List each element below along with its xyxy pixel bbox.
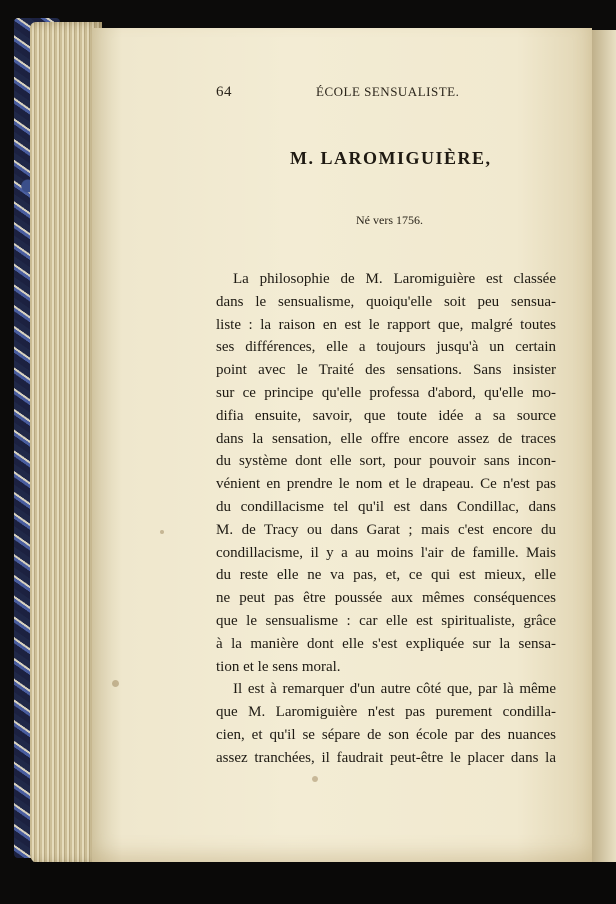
text-line: ses différences, elle a toujours jusqu'à un certain	[216, 339, 556, 356]
text-line: du condillacisme tel qu'il est dans Condillac, dans	[216, 498, 556, 515]
text-line: que le sensualisme : car elle est spiritualiste, grâce	[216, 612, 556, 629]
text-line: tion et le sens moral.	[216, 658, 341, 675]
chapter-heading: M. LAROMIGUIÈRE,	[290, 148, 492, 168]
ink-spot	[160, 530, 164, 534]
birth-note: Né vers 1756.	[356, 213, 423, 227]
text-line: dans le sensualisme, quoiqu'elle soit peu sensua-	[216, 293, 556, 310]
text-line: que M. Laromiguière n'est pas purement condilla-	[216, 704, 556, 721]
text-line: assez tranchées, il faudrait peut-être le placer dans la	[216, 749, 556, 766]
text-line: du système dont elle sort, pour pouvoir sans incon-	[216, 453, 556, 470]
text-line: à la manière dont elle s'est expliquée sur la sensa-	[216, 635, 556, 652]
text-line: ne peut pas être poussée aux mêmes conséquences	[216, 590, 556, 607]
bottom-shadow	[30, 862, 616, 904]
text-line: La philosophie de M. Laromiguière est classée	[233, 271, 556, 287]
text-line: point avec le Traité des sensations. Sans insister	[216, 362, 556, 379]
text-line: difia ensuite, savoir, que toute idée a sa source	[216, 407, 556, 424]
text-line: vénient en prendre le nom et le drapeau. Ce n'est pas	[216, 476, 556, 493]
text-line: condillacisme, il y a au moins l'air de famille. Mais	[216, 544, 556, 561]
text-line: liste : la raison en est le rapport que, malgré toutes	[216, 316, 556, 333]
page-number: 64	[216, 84, 232, 100]
ink-spot	[312, 776, 318, 782]
text-line: Il est à remarquer d'un autre côté que, par là même	[233, 681, 556, 698]
text-line: cien, et qu'il se sépare de son école par des nuances	[216, 726, 556, 743]
body-text	[216, 268, 556, 770]
facing-page-edge	[592, 30, 616, 864]
text-line: M. de Tracy ou dans Garat ; mais c'est encore du	[216, 521, 556, 538]
ink-spot	[112, 680, 119, 687]
text-line: dans la sensation, elle offre encore assez de traces	[216, 430, 556, 447]
running-head	[216, 84, 556, 104]
text-line: sur ce principe qu'elle professa d'abord, qu'elle mo-	[216, 384, 556, 401]
text-line: du reste elle ne va pas, et, ce qui est mieux, elle	[216, 567, 556, 584]
running-head-title: ÉCOLE SENSUALISTE.	[316, 84, 460, 99]
